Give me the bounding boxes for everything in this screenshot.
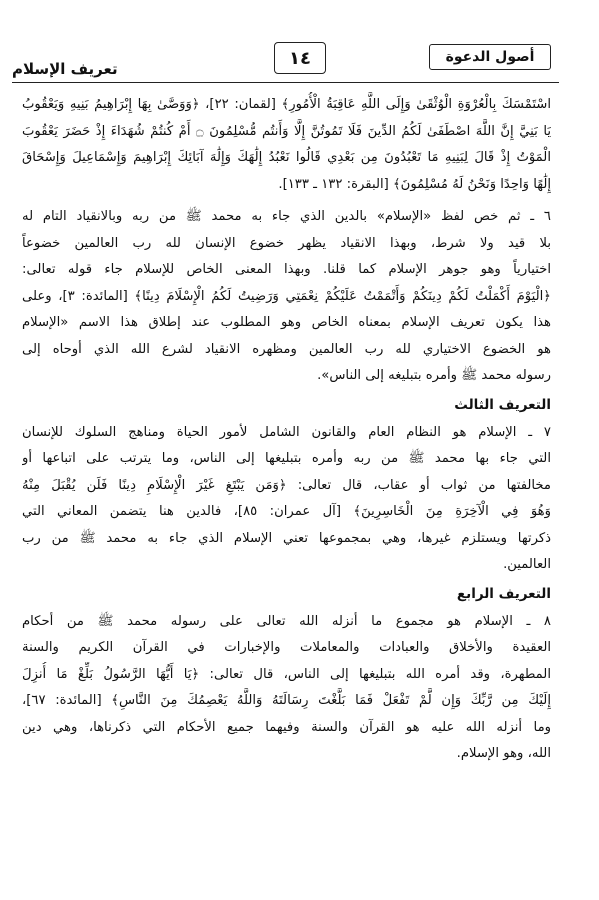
text-line: ٧ ـ الإسلام هو النظام العام والقانون الشامل لأمور الحياة ومناهج السلوك للإنسان — [22, 424, 551, 440]
text-line: المطهرة، وقد أمره الله بتبليغها إلى الناس، قال تعالى: ﴿يَا أَيُّهَا الرَّسُولُ بَلِّغْ مَا أُنزِلَ — [22, 666, 551, 682]
text-line: هذا يكون تعريف الإسلام بمعناه الخاص وهو المطلوب عند إطلاق هذا الاسم «الإسلام — [22, 315, 551, 330]
page-body — [22, 92, 551, 768]
text-line: الله، وهو الإسلام. — [456, 746, 551, 761]
text-line: وَهُوَ فِي الْآخِرَةِ مِنَ الْخَاسِرِينَ﴾ [آل عمران: ٨٥]، فالدين هنا يتضمن المعاني التي — [22, 504, 551, 519]
text-line: إِلَيْكَ مِن رَّبِّكَ وَإِن لَّمْ تَفْعَلْ فَمَا بَلَّغْتَ رِسَالَتَهُ وَاللَّهُ يَعْصِمُكَ مِنَ النَّاسِ﴾ [المائدة: ٦٧]، — [22, 693, 551, 708]
text-line: بلا قيد ولا شرط، وبهذا الانقياد يظهر خضوع الإنسان لله رب العالمين خضوعاً — [22, 235, 551, 251]
header-rule — [12, 82, 559, 83]
text-line: العالمين. — [503, 557, 551, 572]
text-line: العقيدة والأخلاق والعبادات والمعاملات والإخبارات في القرآن الكريم والسنة — [22, 640, 551, 655]
text-line: إِلَٰهًا وَاحِدًا وَنَحْنُ لَهُ مُسْلِمُونَ﴾ [البقرة: ١٣٢ ـ ١٣٣]. — [278, 176, 551, 192]
text-line: التي جاء بها محمد ﷺ من ربه وأمره بتبليغها إلى الناس، وما يترتب على اتباعها أو — [22, 451, 551, 466]
page-number: ١٤ — [274, 42, 326, 74]
text-line: اختيارياً وهو جوهر الإسلام كما قلنا. وبهذا المعنى الخاص للإسلام جاء قوله تعالى: — [22, 262, 551, 277]
text-line: رسوله محمد ﷺ وأمره بتبليغه إلى الناس». — [317, 368, 551, 383]
running-title: تعريف الإسلام — [12, 60, 118, 78]
text-line: ﴿الْيَوْمَ أَكْمَلْتُ لَكُمْ دِينَكُمْ وَأَتْمَمْتُ عَلَيْكُمْ نِعْمَتِي وَرَضِيتُ لَكُمُ الْإِسْلَامَ دِينًا﴾ [المائدة: ٣]، وعلى — [22, 288, 551, 304]
text-line: ٦ ـ ثم خص لفظ «الإسلام» بالدين الذي جاء به محمد ﷺ من ربه وبالانقياد التام له — [22, 209, 551, 224]
text-line: الْمَوْتُ إِذْ قَالَ لِبَنِيهِ مَا تَعْبُدُونَ مِن بَعْدِي قَالُوا نَعْبُدُ إِلَٰهَكَ وَإِلَٰهَ آبَائِكَ إِبْرَاهِيمَ وَإِسْمَاعِيلَ وَإِسْحَاقَ — [22, 150, 551, 165]
section-title: التعريف الرابع — [456, 585, 551, 602]
section-title: التعريف الثالث — [454, 396, 551, 413]
text-line: مخالفتها من ثواب أو عقاب، قال تعالى: ﴿وَمَن يَبْتَغِ غَيْرَ الْإِسْلَامِ دِينًا فَلَن يُقْبَلَ مِنْهُ — [22, 477, 551, 493]
text-line: وما أنزله الله عليه هو القرآن والسنة وفيهما جميع الأحكام التي ذكرناها، وهي دين — [22, 719, 551, 735]
text-line: اسْتَمْسَكَ بِالْعُرْوَةِ الْوُثْقَىٰ وَإِلَى اللَّهِ عَاقِبَةُ الْأُمُورِ﴾ [لقمان: ٢٢]، ﴿وَوَصَّىٰ بِهَا إِبْرَاهِيمُ بَنِيهِ وَيَعْقُوبُ — [22, 97, 551, 112]
book-title: أصول الدعوة — [429, 44, 551, 70]
text-line: يَا بَنِيَّ إِنَّ اللَّهَ اصْطَفَىٰ لَكُمُ الدِّينَ فَلَا تَمُوتُنَّ إِلَّا وَأَنتُم مُّسْلِمُونَ ۝ أَمْ كُنتُمْ شُهَدَاءَ إِذْ حَضَرَ يَعْقُوبَ — [22, 123, 551, 139]
text-line: ٨ ـ الإسلام هو مجموع ما أنزله الله تعالى على رسوله محمد ﷺ من أحكام — [22, 613, 551, 629]
text-line: ذكرتها ويستلزم غيرها، وهي بمجموعها تعني الإسلام الذي جاء به محمد ﷺ من رب — [22, 530, 551, 546]
text-line: هو الخضوع الاختياري لله رب العالمين ومظهره الانقياد لشرع الله الذي أوحاه إلى — [22, 341, 551, 357]
